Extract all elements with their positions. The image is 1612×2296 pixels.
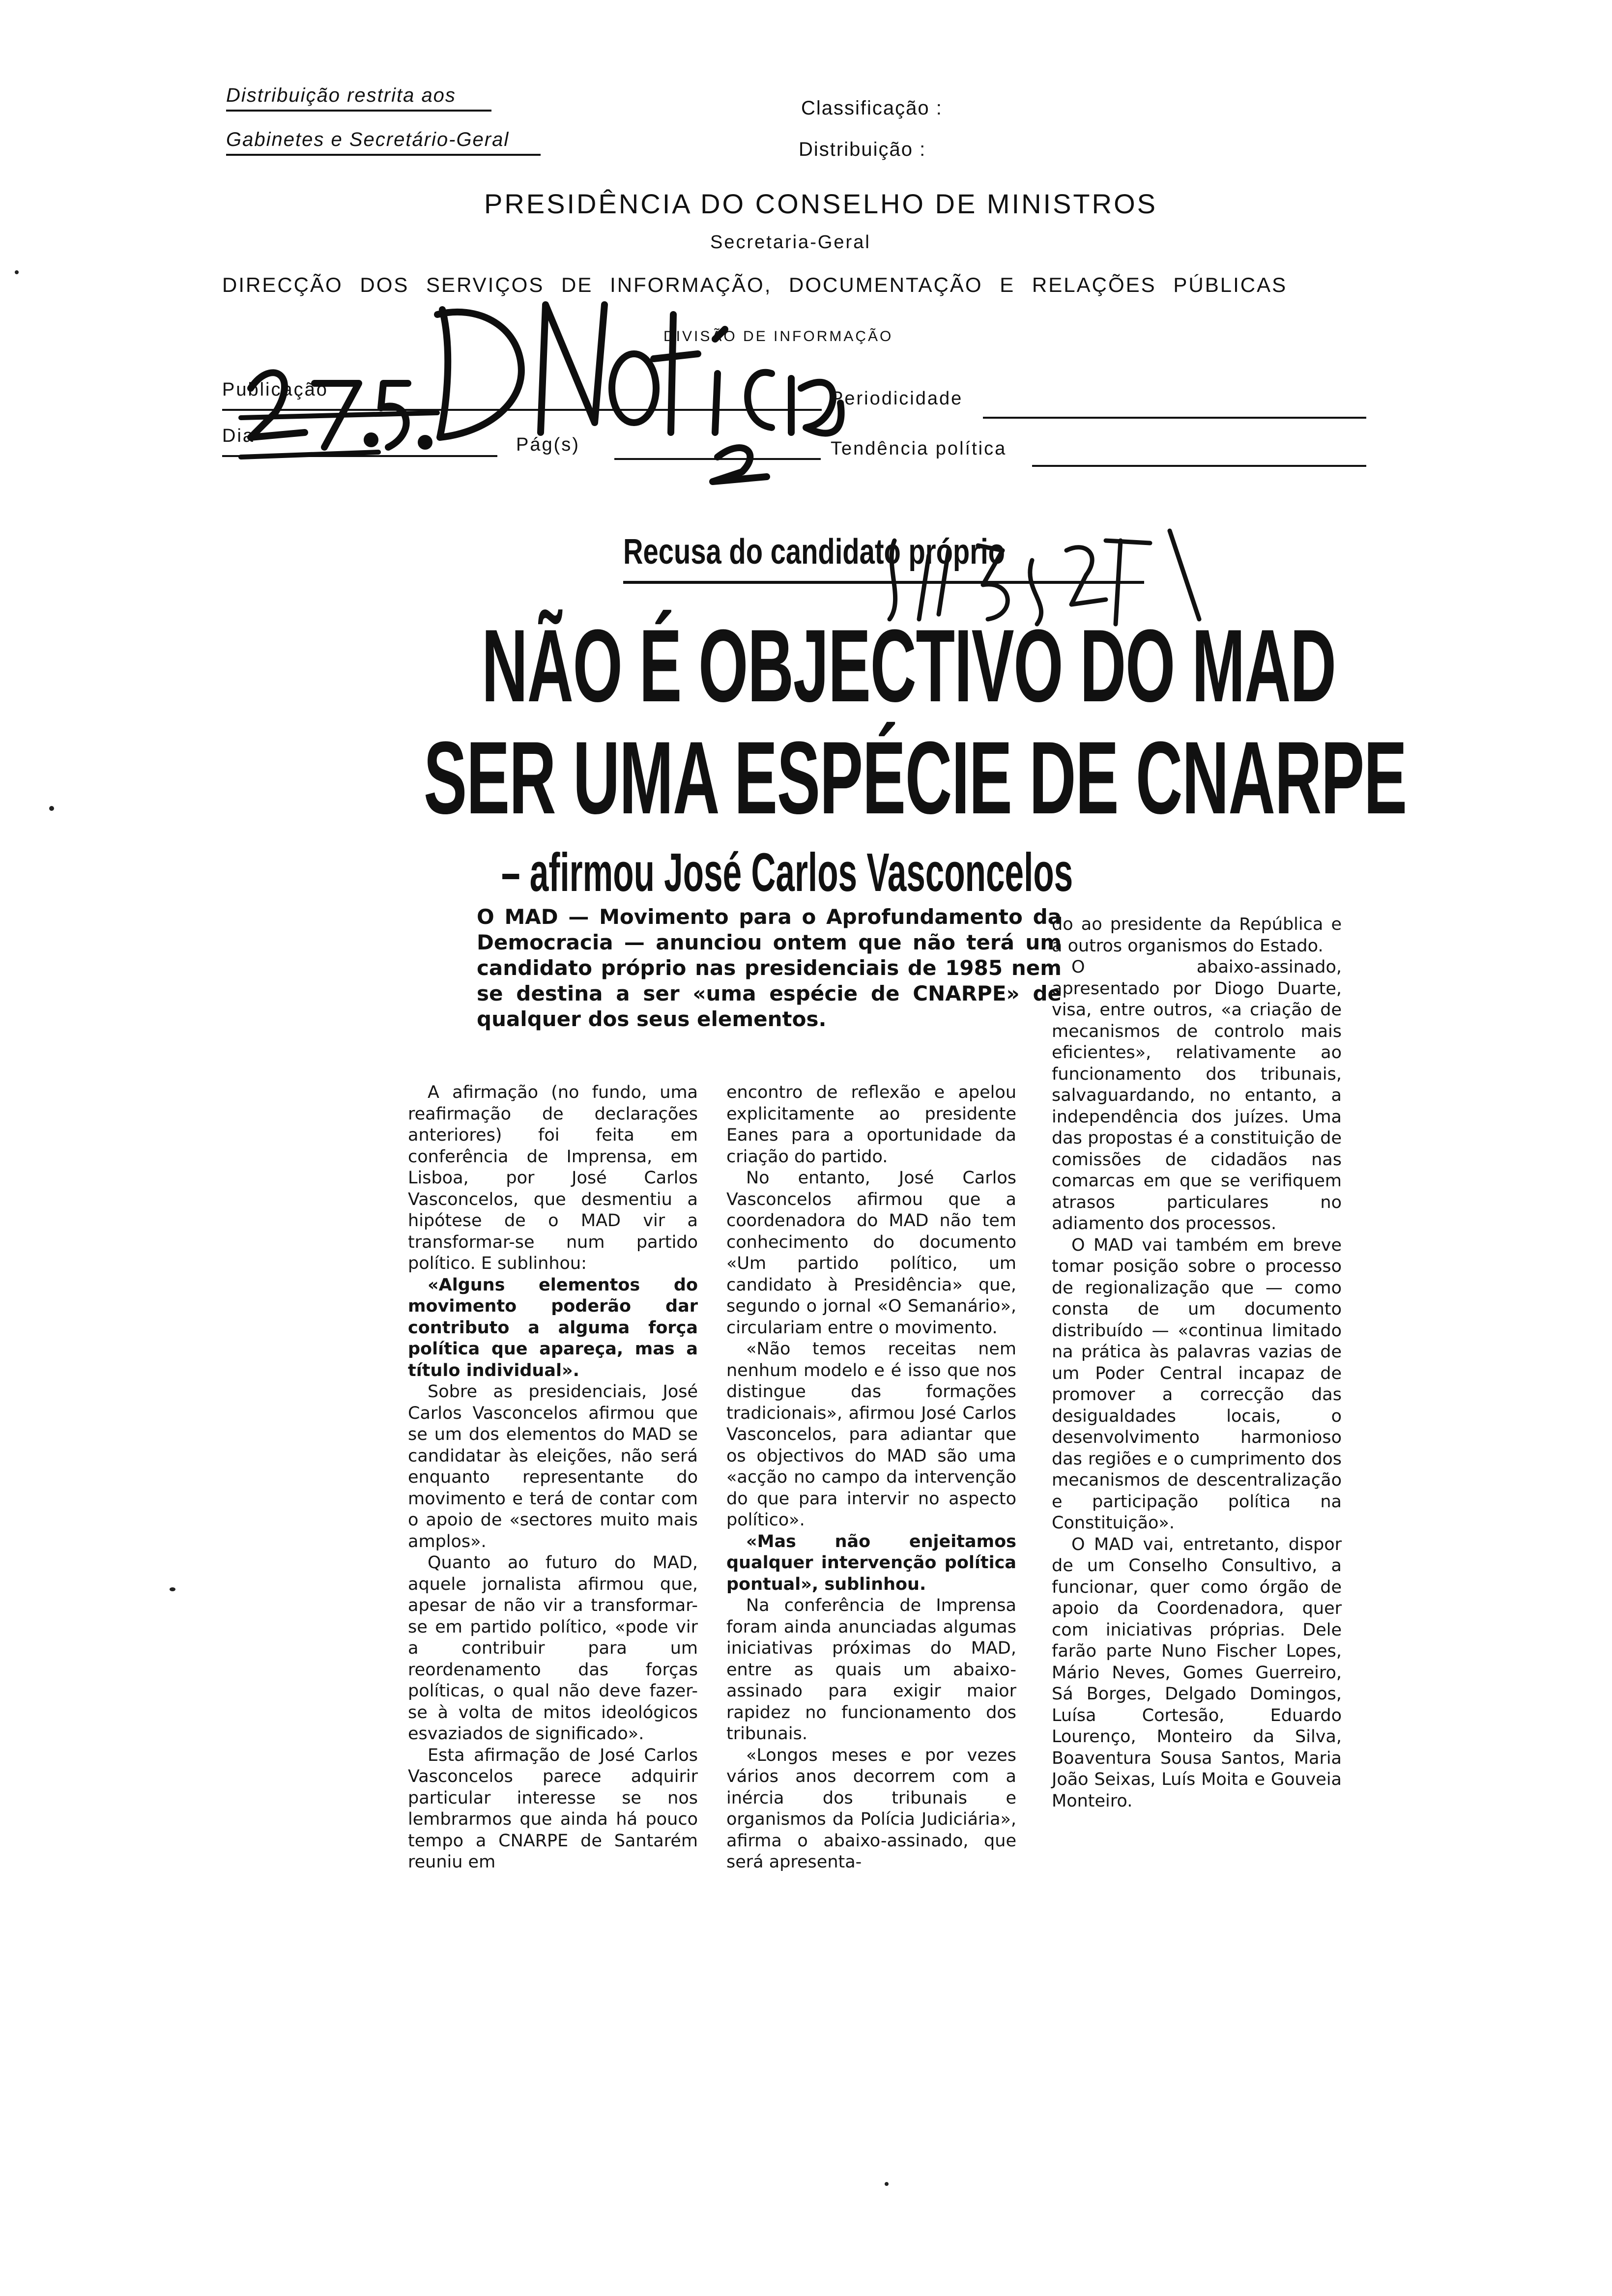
col2-paragraph-3: «Não temos receitas nem nenhum modelo e é isso que nos distingue das formações tradicionais», afirmou José Carlos Vasconcelos, para adiantar que os objectivos do MAD são uma «acção no campo da intervenção do que para intervir no aspecto político». (726, 1339, 1016, 1530)
article-lead: O MAD — Movimento para o Aprofundamento da Democracia — anunciou ontem que não terá um candidato próprio nas presidenciais de 1985 nem se destina a ser «uma espécie de CNARPE» de qualquer dos seus elementos. (477, 905, 1062, 1031)
article-column-1 (408, 1082, 698, 1873)
distribution-line-1: Distribuição restrita aos (226, 85, 491, 112)
classificacao-label: Classificação : (801, 97, 943, 119)
periodicidade-field-line (983, 417, 1366, 419)
scan-speck (49, 806, 54, 811)
dia-label: Dia (222, 426, 255, 446)
col1-paragraph-3: Sobre as presidenciais, José Carlos Vasconcelos afirmou que se um dos elementos do MAD se candidatar às eleições, não será enquanto representante do movimento e terá de contar com o apoio de «sectores muito mais amplos». (408, 1382, 698, 1551)
col3-paragraph-4: O MAD vai, entretanto, dispor de um Conselho Consultivo, a funcionar, quer como órgão de apoio da Coordenadora, quer com iniciativas próprias. Dele farão parte Nuno Fischer Lopes, Mário Neves, Gomes Guerreiro, Sá Borges, Delgado Domingos, Luísa Cortesão, Eduardo Lourenço, Monteiro da Silva, Boaventura Sousa Santos, Maria João Seixas, Luís Moita e Gouveia Monteiro. (1052, 1534, 1342, 1811)
article-column-3 (1052, 914, 1342, 1812)
col1-paragraph-4: Quanto ao futuro do MAD, aquele jornalista afirmou que, apesar de não vir a transformar-se em partido político, «pode vir a contribuir para um reordenamento das forças políticas, o qual não deve fazer-se à volta de mitos ideológicos esvaziados de significado». (408, 1553, 698, 1744)
article-kicker: Recusa do candidato próprio (623, 532, 1005, 572)
secretaria-geral: Secretaria-Geral (710, 232, 871, 253)
col3-paragraph-1: do ao presidente da República e a outros organismos do Estado. (1052, 915, 1342, 956)
scan-speck (885, 2182, 889, 2186)
scan-speck (170, 1587, 175, 1591)
periodicidade-label: Periodicidade (831, 388, 963, 409)
col1-paragraph-1: A afirmação (no fundo, uma reafirmação de declarações anteriores) foi feita em conferência de Imprensa, em Lisboa, por José Carlos Vasconcelos, que desmentiu a hipótese de o MAD vir a transformar-se num partido político. E sublinhou: (408, 1083, 698, 1273)
col1-paragraph-5: Esta afirmação de José Carlos Vasconcelos parece adquirir particular interesse se nos lembrarmos que ainda há pouco tempo a CNARPE de Santarém reuniu em (408, 1745, 698, 1872)
col2-paragraph-2: No entanto, José Carlos Vasconcelos afirmou que a coordenadora do MAD não tem conhecimento do documento «Um partido político, um candidato à Presidência» que, segundo o jornal «O Semanário», circulariam entre o movimento. (726, 1168, 1016, 1338)
divisao-informacao: DIVISÃO DE INFORMAÇÃO (663, 328, 893, 344)
col2-paragraph-1: encontro de reflexão e apelou explicitamente ao presidente Eanes para a oportunidade da criação do partido. (726, 1083, 1016, 1167)
direccao-servicos: DIRECÇÃO DOS SERVIÇOS DE INFORMAÇÃO, DOCUMENTAÇÃO E RELAÇÕES PÚBLICAS (222, 273, 1288, 296)
col3-paragraph-2: O abaixo-assinado, apresentado por Diogo Duarte, visa, entre outros, «a criação de mecanismos de controlo mais eficientes», relativamente ao funcionamento dos tribunais, salvaguardando, no entanto, a independência dos juízes. Uma das propostas é a constituição de comissões de cidadãos nas comarcas em que se verifiquem atrasos particulares no adiamento dos processos. (1052, 957, 1342, 1234)
col3-paragraph-3: O MAD vai também em breve tomar posição sobre o processo de regionalização que — como consta de um documento distribuído — «continua limitado na prática às palavras vazias de um Poder Central incapaz de promover a correcção das desigualdades locais, o desenvolvimento harmonioso das regiões e o cumprimento dos mecanismos de descentralização e participação política na Constituição». (1052, 1235, 1342, 1533)
tendencia-field-line (1032, 465, 1366, 467)
publicacao-label: Publicação (222, 379, 328, 400)
pags-label: Pág(s) (516, 434, 580, 455)
scan-speck (15, 270, 19, 274)
handwriting-letter-d (437, 310, 521, 437)
headline-line-1: NÃO É OBJECTIVO DO MAD (482, 608, 1336, 723)
article-subhead: – afirmou José Carlos Vasconcelos (501, 842, 1073, 903)
headline-line-2: SER UMA ESPÉCIE DE CNARPE (424, 720, 1407, 835)
col2-paragraph-5: Na conferência de Imprensa foram ainda anunciadas algumas iniciativas próximas do MAD, entre as quais um abaixo-assinado para exigir maior rapidez no funcionamento dos tribunais. (726, 1596, 1016, 1744)
tendencia-label: Tendência política (831, 438, 1007, 459)
distribution-line-2: Gabinetes e Secretário-Geral (226, 129, 541, 156)
organization-title: PRESIDÊNCIA DO CONSELHO DE MINISTROS (484, 188, 1157, 219)
col1-paragraph-2: «Alguns elementos do movimento poderão dar contributo a alguma força política que apareça, mas a título individual». (408, 1275, 698, 1380)
kicker-rule (623, 581, 1144, 584)
col2-paragraph-6: «Longos meses e por vezes vários anos decorrem com a inércia dos tribunais e organismos da Polícia Judiciária», afirma o abaixo-assinado, que será apresenta- (726, 1745, 1016, 1872)
article-column-2 (726, 1082, 1016, 1873)
distribuicao-label: Distribuição : (799, 139, 926, 160)
handwritten-stamp (231, 275, 850, 482)
col2-paragraph-4: «Mas não enjeitamos qualquer intervenção política pontual», sublinhou. (726, 1531, 1016, 1594)
